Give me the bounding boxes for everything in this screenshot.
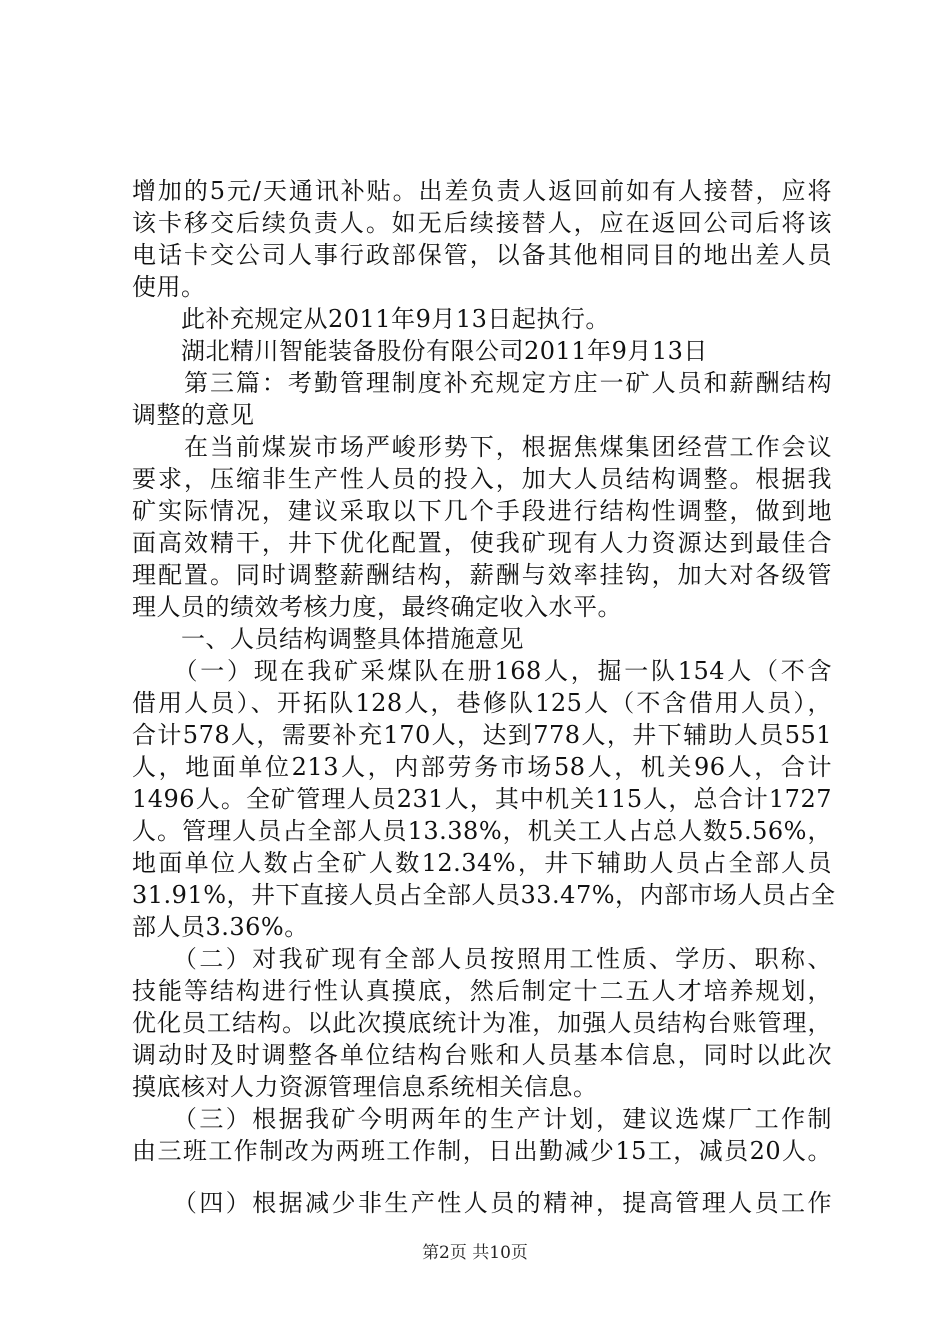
body-text-line: 人。管理人员占全部人员13.38%，机关工人占总人数5.56%，	[132, 817, 832, 845]
body-text-line: 合计578人，需要补充170人，达到778人，井下辅助人员551	[132, 721, 832, 749]
body-text-line: 部人员3.36%。	[132, 913, 309, 941]
body-text-line: 1496人。全矿管理人员231人，其中机关115人，总合计1727	[132, 785, 832, 813]
body-text-line: （一）现在我矿采煤队在册168人，掘一队154人（不含	[132, 657, 832, 685]
body-text-line: 摸底核对人力资源管理信息系统相关信息。	[132, 1073, 598, 1101]
body-text-line: 调动时及时调整各单位结构台账和人员基本信息，同时以此次	[132, 1041, 832, 1069]
section-heading: 调整的意见	[132, 401, 255, 429]
body-text-line: 借用人员）、开拓队128人，巷修队125人（不含借用人员），	[132, 689, 832, 717]
body-text-line: 电话卡交公司人事行政部保管，以备其他相同目的地出差人员	[132, 241, 832, 269]
body-text-line: 由三班工作制改为两班工作制，日出勤减少15工，减员20人。	[132, 1137, 832, 1165]
body-text-line: 此补充规定从2011年9月13日起执行。	[132, 305, 610, 333]
body-text-line: 优化员工结构。以此次摸底统计为准，加强人员结构台账管理，	[132, 1009, 832, 1037]
body-text-line: 要求，压缩非生产性人员的投入，加大人员结构调整。根据我	[132, 465, 832, 493]
body-text-line: （四）根据减少非生产性人员的精神，提高管理人员工作	[132, 1189, 832, 1217]
body-text-line: 矿实际情况，建议采取以下几个手段进行结构性调整，做到地	[132, 497, 832, 525]
body-text-line: 面高效精干，井下优化配置，使我矿现有人力资源达到最佳合	[132, 529, 832, 557]
body-text-line: 在当前煤炭市场严峻形势下，根据焦煤集团经营工作会议	[132, 433, 832, 461]
section-heading: 第三篇：考勤管理制度补充规定方庄一矿人员和薪酬结构	[132, 369, 832, 397]
signature-line: 湖北精川智能装备股份有限公司2011年9月13日	[132, 337, 708, 365]
subheading-line: 一、人员结构调整具体措施意见	[132, 625, 524, 653]
body-text-line: 增加的5元/天通讯补贴。出差负责人返回前如有人接替，应将	[132, 177, 832, 205]
body-text-line: （三）根据我矿今明两年的生产计划，建议选煤厂工作制	[132, 1105, 832, 1133]
body-text-line: 该卡移交后续负责人。如无后续接替人，应在返回公司后将该	[132, 209, 832, 237]
body-text-line: 地面单位人数占全矿人数12.34%，井下辅助人员占全部人员	[132, 849, 832, 877]
body-text-line: 31.91%，井下直接人员占全部人员33.47%，内部市场人员占全	[132, 881, 836, 909]
body-text-line: 理配置。同时调整薪酬结构，薪酬与效率挂钩，加大对各级管	[132, 561, 832, 589]
page-footer: 第2页 共10页	[422, 1243, 528, 1263]
body-text-line: 人，地面单位213人，内部劳务市场58人，机关96人，合计	[132, 753, 832, 781]
body-text-line: 使用。	[132, 273, 206, 301]
body-text-line: 技能等结构进行性认真摸底，然后制定十二五人才培养规划，	[132, 977, 832, 1005]
body-text-line: （二）对我矿现有全部人员按照用工性质、学历、职称、	[132, 945, 832, 973]
body-text-line: 理人员的绩效考核力度，最终确定收入水平。	[132, 593, 622, 621]
